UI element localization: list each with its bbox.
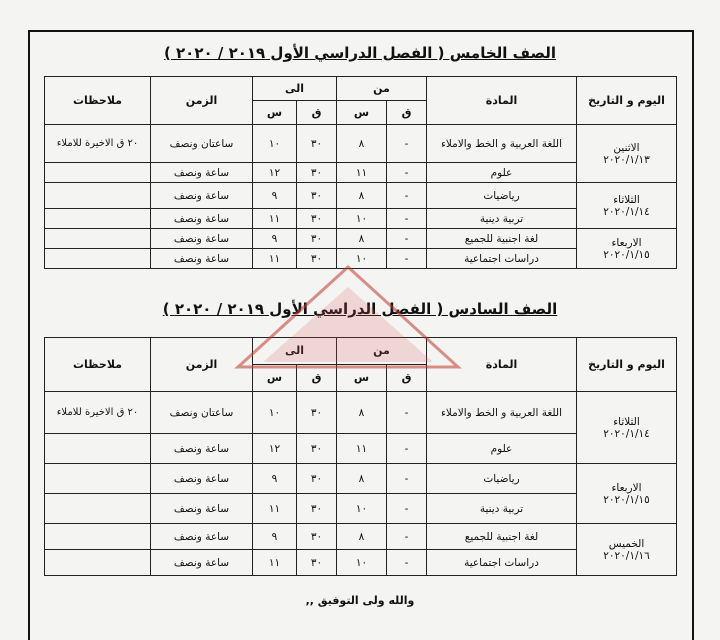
time-header: الزمن	[151, 338, 253, 392]
to-hours-cell: ١٠	[253, 392, 297, 434]
day-date-cell: الثلاثاء ٢٠٢٠/١/١٤	[577, 392, 677, 464]
day-date-header: اليوم و التاريخ	[577, 77, 677, 125]
to-hours-cell: ١٢	[253, 163, 297, 183]
notes-cell	[45, 249, 151, 269]
subject-cell: اللغة العربية و الخط والاملاء	[427, 392, 577, 434]
from-hours-cell: ١٠	[337, 209, 387, 229]
from-hours-cell: ٨	[337, 183, 387, 209]
duration-cell: ساعة ونصف	[151, 249, 253, 269]
duration-cell: ساعة ونصف	[151, 209, 253, 229]
from-hours-cell: ١٠	[337, 249, 387, 269]
from-hours-header: س	[337, 365, 387, 392]
notes-cell	[45, 434, 151, 464]
duration-cell: ساعة ونصف	[151, 550, 253, 576]
to-minutes-cell: ٣٠	[297, 392, 337, 434]
from-hours-cell: ٨	[337, 464, 387, 494]
duration-cell: ساعتان ونصف	[151, 125, 253, 163]
to-minutes-cell: ٣٠	[297, 494, 337, 524]
subject-cell: اللغة العربية و الخط والاملاء	[427, 125, 577, 163]
subject-cell: رياضيات	[427, 464, 577, 494]
grade5-title: الصف الخامس ( الفصل الدراسي الأول ٢٠١٩ / ٢٠٢٠ )	[163, 44, 557, 62]
from-hours-cell: ٨	[337, 125, 387, 163]
subject-header: المادة	[427, 77, 577, 125]
subject-cell: لغة اجنبية للجميع	[427, 229, 577, 249]
to-hours-header: س	[253, 101, 297, 125]
from-minutes-cell: -	[387, 524, 427, 550]
from-header: من	[337, 77, 427, 101]
to-hours-header: س	[253, 365, 297, 392]
grade5-schedule-table	[44, 76, 677, 269]
from-minutes-header: ق	[387, 365, 427, 392]
from-minutes-cell: -	[387, 249, 427, 269]
notes-cell	[45, 494, 151, 524]
table-row	[45, 392, 677, 434]
table-row	[45, 125, 677, 163]
subject-cell: دراسات اجتماعية	[427, 550, 577, 576]
grade6-schedule-table	[44, 337, 677, 576]
from-minutes-cell: -	[387, 464, 427, 494]
header-row	[45, 338, 677, 365]
to-hours-cell: ١١	[253, 494, 297, 524]
to-minutes-cell: ٣٠	[297, 434, 337, 464]
from-header: من	[337, 338, 427, 365]
from-hours-cell: ١١	[337, 163, 387, 183]
from-minutes-cell: -	[387, 550, 427, 576]
to-hours-cell: ١٢	[253, 434, 297, 464]
notes-cell: ٢٠ ق الاخيرة للاملاء	[45, 392, 151, 434]
duration-cell: ساعة ونصف	[151, 464, 253, 494]
to-minutes-cell: ٣٠	[297, 125, 337, 163]
to-hours-cell: ١٠	[253, 125, 297, 163]
from-minutes-cell: -	[387, 229, 427, 249]
to-hours-cell: ٩	[253, 229, 297, 249]
to-hours-cell: ١١	[253, 249, 297, 269]
grade6-title: الصف السادس ( الفصل الدراسي الأول ٢٠١٩ / ٢٠٢٠ )	[162, 300, 558, 318]
subject-cell: لغة اجنبية للجميع	[427, 524, 577, 550]
from-minutes-cell: -	[387, 494, 427, 524]
from-hours-cell: ١٠	[337, 494, 387, 524]
notes-cell	[45, 524, 151, 550]
closing-text: والله ولى التوفيق ,,	[305, 594, 415, 607]
from-minutes-cell: -	[387, 163, 427, 183]
to-minutes-cell: ٣٠	[297, 464, 337, 494]
table-row	[45, 183, 677, 209]
duration-cell: ساعة ونصف	[151, 434, 253, 464]
to-minutes-cell: ٣٠	[297, 209, 337, 229]
to-hours-cell: ٩	[253, 464, 297, 494]
from-hours-cell: ٨	[337, 392, 387, 434]
to-header: الى	[253, 338, 337, 365]
notes-cell	[45, 550, 151, 576]
table-row	[45, 229, 677, 249]
from-minutes-cell: -	[387, 125, 427, 163]
day-date-cell: الاربعاء ٢٠٢٠/١/١٥	[577, 229, 677, 269]
subject-cell: علوم	[427, 163, 577, 183]
notes-header: ملاحظات	[45, 338, 151, 392]
from-minutes-cell: -	[387, 434, 427, 464]
subject-cell: رياضيات	[427, 183, 577, 209]
to-minutes-cell: ٣٠	[297, 183, 337, 209]
to-hours-cell: ١١	[253, 209, 297, 229]
duration-cell: ساعتان ونصف	[151, 392, 253, 434]
to-minutes-header: ق	[297, 365, 337, 392]
header-row	[45, 77, 677, 101]
notes-cell	[45, 163, 151, 183]
subject-cell: دراسات اجتماعية	[427, 249, 577, 269]
notes-cell	[45, 209, 151, 229]
duration-cell: ساعة ونصف	[151, 163, 253, 183]
to-hours-cell: ٩	[253, 183, 297, 209]
duration-cell: ساعة ونصف	[151, 494, 253, 524]
from-hours-cell: ١٠	[337, 550, 387, 576]
to-hours-cell: ٩	[253, 524, 297, 550]
day-date-header: اليوم و التاريخ	[577, 338, 677, 392]
subject-cell: تربية دينية	[427, 209, 577, 229]
from-hours-cell: ٨	[337, 229, 387, 249]
notes-cell	[45, 183, 151, 209]
subject-cell: تربية دينية	[427, 494, 577, 524]
from-hours-cell: ٨	[337, 524, 387, 550]
subject-cell: علوم	[427, 434, 577, 464]
time-header: الزمن	[151, 77, 253, 125]
to-minutes-cell: ٣٠	[297, 163, 337, 183]
to-minutes-cell: ٣٠	[297, 249, 337, 269]
subject-header: المادة	[427, 338, 577, 392]
from-hours-cell: ١١	[337, 434, 387, 464]
day-date-cell: الاربعاء ٢٠٢٠/١/١٥	[577, 464, 677, 524]
day-date-cell: الثلاثاء ٢٠٢٠/١/١٤	[577, 183, 677, 229]
from-minutes-cell: -	[387, 209, 427, 229]
duration-cell: ساعة ونصف	[151, 229, 253, 249]
notes-cell: ٢٠ ق الاخيرة للاملاء	[45, 125, 151, 163]
to-minutes-cell: ٣٠	[297, 229, 337, 249]
from-hours-header: س	[337, 101, 387, 125]
to-minutes-header: ق	[297, 101, 337, 125]
to-hours-cell: ١١	[253, 550, 297, 576]
notes-header: ملاحظات	[45, 77, 151, 125]
duration-cell: ساعة ونصف	[151, 524, 253, 550]
table-row	[45, 524, 677, 550]
to-header: الى	[253, 77, 337, 101]
from-minutes-cell: -	[387, 392, 427, 434]
to-minutes-cell: ٣٠	[297, 524, 337, 550]
from-minutes-header: ق	[387, 101, 427, 125]
day-date-cell: الاثنين ٢٠٢٠/١/١٣	[577, 125, 677, 183]
day-date-cell: الخميس ٢٠٢٠/١/١٦	[577, 524, 677, 576]
from-minutes-cell: -	[387, 183, 427, 209]
to-minutes-cell: ٣٠	[297, 550, 337, 576]
table-row	[45, 464, 677, 494]
notes-cell	[45, 464, 151, 494]
notes-cell	[45, 229, 151, 249]
duration-cell: ساعة ونصف	[151, 183, 253, 209]
